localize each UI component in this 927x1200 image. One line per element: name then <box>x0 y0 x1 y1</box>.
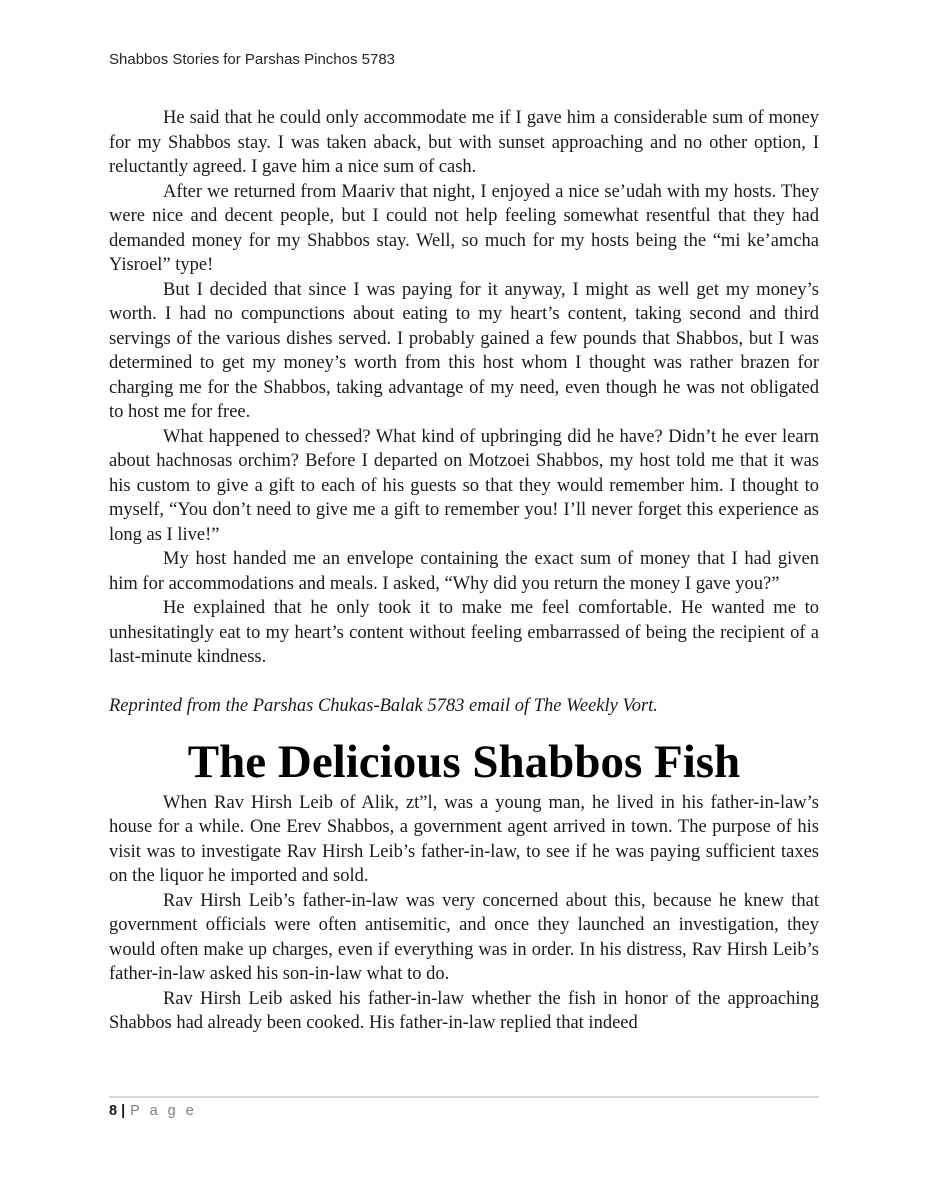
footer-divider <box>109 1096 819 1098</box>
page-number: 8 <box>109 1103 118 1119</box>
paragraph: My host handed me an envelope containing the exact sum of money that I had given him for accommodations and meals. I asked, “Why did you return the money I gave you?” <box>109 549 819 594</box>
attribution-note: Reprinted from the Parshas Chukas-Balak 5783 email of The Weekly Vort. <box>109 696 658 716</box>
paragraph: Rav Hirsh Leib asked his father-in-law whether the fish in honor of the approaching Shabbos had already been cooked. His father-in-law replied that indeed <box>109 988 819 1033</box>
paragraph: Rav Hirsh Leib’s father-in-law was very concerned about this, because he knew that government officials were often antisemitic, and once they launched an investigation, they would often make up charges, even if everything was in order. In his distress, Rav Hirsh Leib’s father-in-law asked his son-in-law what to do. <box>109 890 819 984</box>
paragraph: But I decided that since I was paying for it anyway, I might as well get my money’s worth. I had no compunctions about eating to my heart’s content, taking second and third servings of the various dishes served. I probably gained a few pounds that Shabbos, but I was determined to get my money’s worth from this host whom I thought was rather brazen for charging me for the Shabbos, taking advantage of my need, even though he was not obligated to host me for free. <box>109 279 819 422</box>
footer-text <box>109 1103 819 1119</box>
paragraph: After we returned from Maariv that night, I enjoyed a nice se’udah with my hosts. They were nice and decent people, but I could not help feeling somewhat resentful that they had demanded money for my Shabbos stay. Well, so much for my hosts being the “mi ke’amcha Yisroel” type! <box>109 181 819 275</box>
header-title: Shabbos Stories for Parshas Pinchos 5783 <box>109 51 396 68</box>
paragraph: He explained that he only took it to make me feel comfortable. He wanted me to unhesitatingly eat to my heart’s content without feeling embarrassed of being the recipient of a last-minute kindness. <box>109 598 819 667</box>
page-header <box>109 51 395 68</box>
paragraph: What happened to chessed? What kind of upbringing did he have? Didn’t he ever learn about hachnosas orchim? Before I departed on Motzoei Shabbos, my host told me that it was his custom to give a gift to each of his guests so that they would remember him. I thought to myself, “You don’t need to give me a gift to remember you! I’ll never forget this experience as long as I live!” <box>109 426 819 545</box>
paragraph: He said that he could only accommodate me if I gave him a considerable sum of money for my Shabbos stay. I was taken aback, but with sunset approaching and no other option, I reluctantly agreed. I gave him a nice sum of cash. <box>109 108 819 177</box>
footer-page-label: P a g e <box>130 1103 197 1119</box>
footer-separator: | <box>121 1103 126 1119</box>
section-title: The Delicious Shabbos Fish <box>187 735 741 788</box>
paragraph: When Rav Hirsh Leib of Alik, zt”l, was a young man, he lived in his father-in-law’s house for a while. One Erev Shabbos, a government agent arrived in town. The purpose of his visit was to investigate Rav Hirsh Leib’s father-in-law, to see if he was paying sufficient taxes on the liquor he imported and sold. <box>109 792 819 886</box>
document-body <box>109 106 819 1036</box>
page-footer <box>109 1096 819 1119</box>
